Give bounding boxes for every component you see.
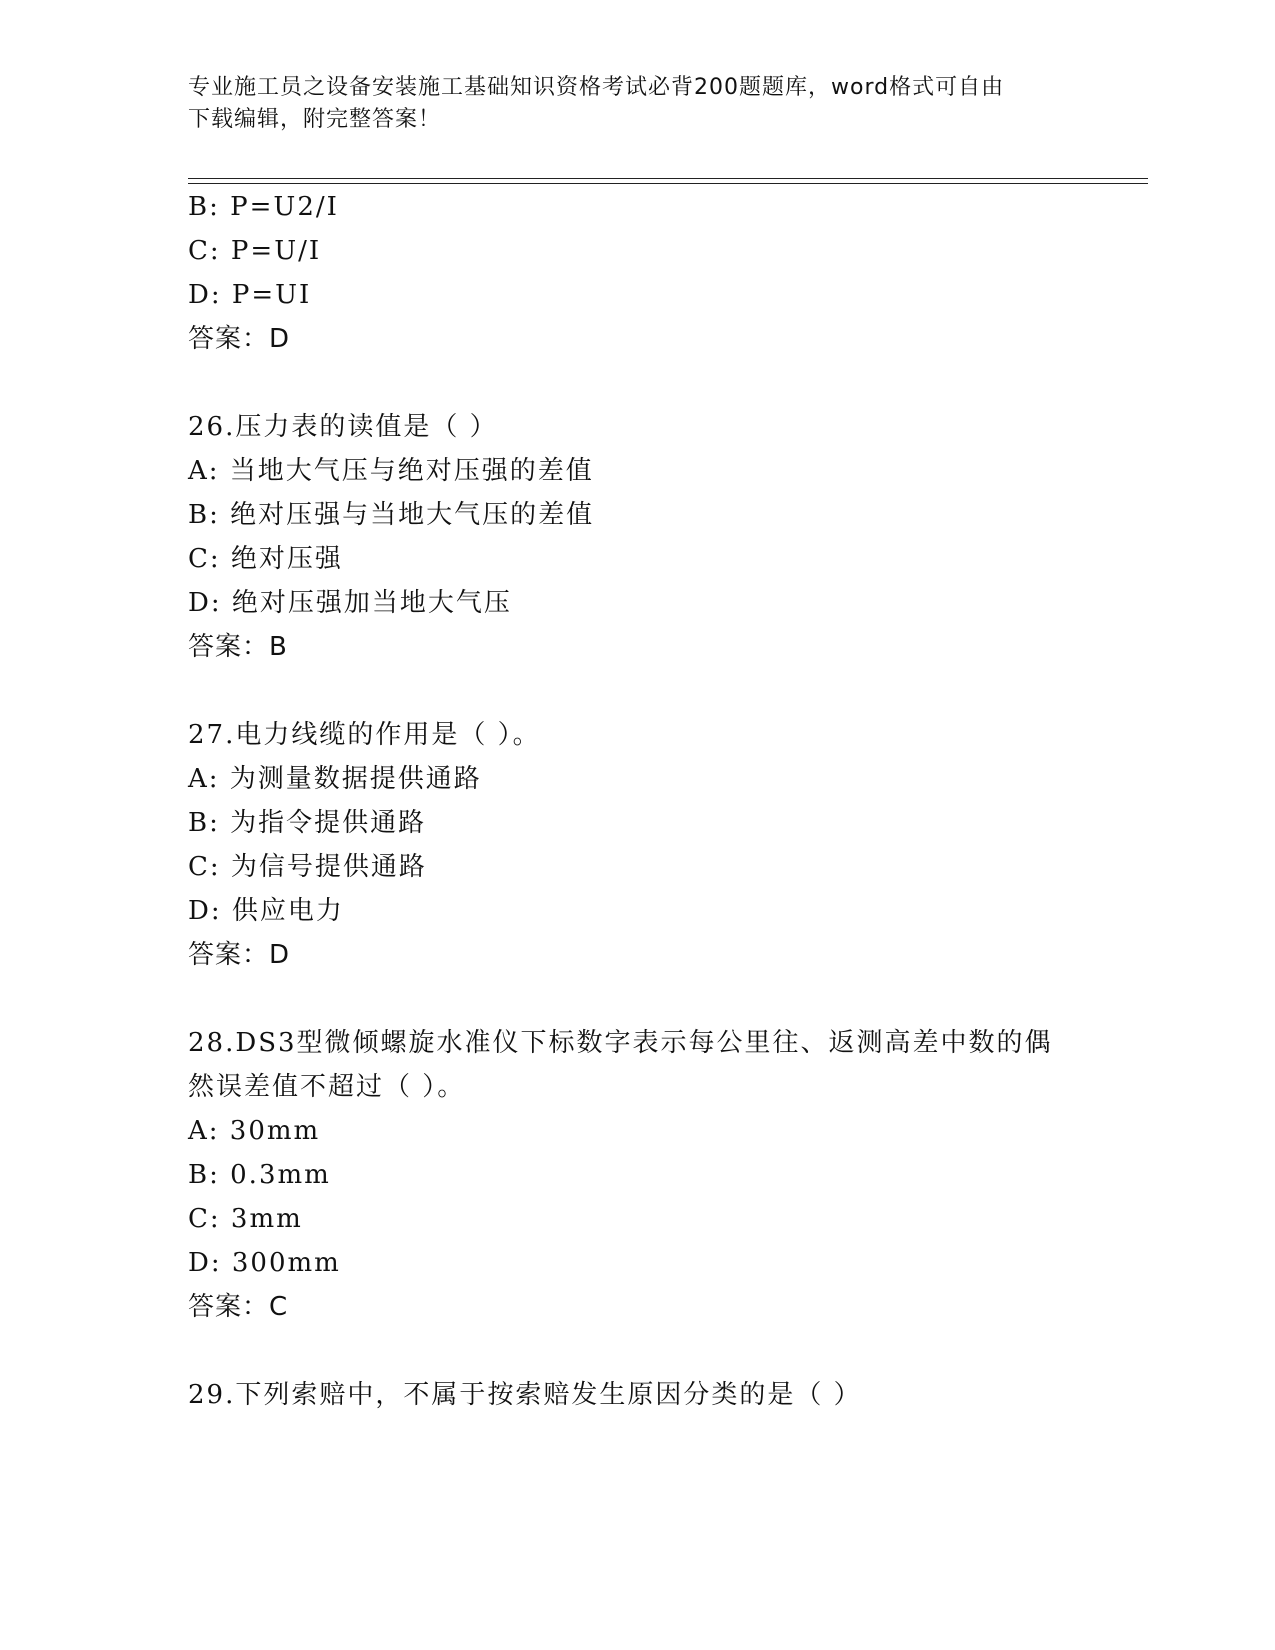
q27-option-a: A: 为测量数据提供通路 — [188, 764, 482, 794]
q27-question: 27.电力线缆的作用是（ ）。 — [188, 720, 541, 750]
q28-question-line-1: 28.DS3型微倾螺旋水准仪下标数字表示每公里往、返测高差中数的偶 — [188, 1028, 1053, 1058]
q28-question-line-2: 然误差值不超过（ ）。 — [188, 1072, 466, 1102]
q26-question: 26.压力表的读值是（ ） — [188, 412, 498, 442]
q27-answer: 答案：D — [188, 940, 291, 970]
q26-option-b: B: 绝对压强与当地大气压的差值 — [188, 500, 595, 530]
q27-option-b: B: 为指令提供通路 — [188, 808, 427, 838]
header-divider-top — [188, 178, 1148, 179]
q25-option-c: C: P=U/I — [188, 236, 322, 266]
q26-answer: 答案：B — [188, 632, 288, 662]
document-header — [188, 72, 1068, 136]
q25-option-b: B: P=U2/I — [188, 192, 339, 222]
q26-option-c: C: 绝对压强 — [188, 544, 343, 574]
q26-option-d: D: 绝对压强加当地大气压 — [188, 588, 512, 618]
q29-question: 29.下列索赔中，不属于按索赔发生原因分类的是（ ） — [188, 1380, 862, 1410]
q28-option-c: C: 3mm — [188, 1204, 303, 1234]
header-divider-bottom — [188, 183, 1148, 184]
header-title-line-1: 专业施工员之设备安装施工基础知识资格考试必背200题题库，word格式可自由 — [188, 75, 1005, 100]
q25-answer: 答案：D — [188, 324, 291, 354]
header-title-line-2: 下载编辑，附完整答案！ — [188, 107, 442, 132]
q25-option-d: D: P=UI — [188, 280, 312, 310]
q28-option-b: B: 0.3mm — [188, 1160, 331, 1190]
q27-option-c: C: 为信号提供通路 — [188, 852, 427, 882]
q28-answer: 答案：C — [188, 1292, 289, 1322]
q26-option-a: A: 当地大气压与绝对压强的差值 — [188, 456, 594, 486]
q28-option-a: A: 30mm — [188, 1116, 321, 1146]
q27-option-d: D: 供应电力 — [188, 896, 344, 926]
q28-option-d: D: 300mm — [188, 1248, 341, 1278]
